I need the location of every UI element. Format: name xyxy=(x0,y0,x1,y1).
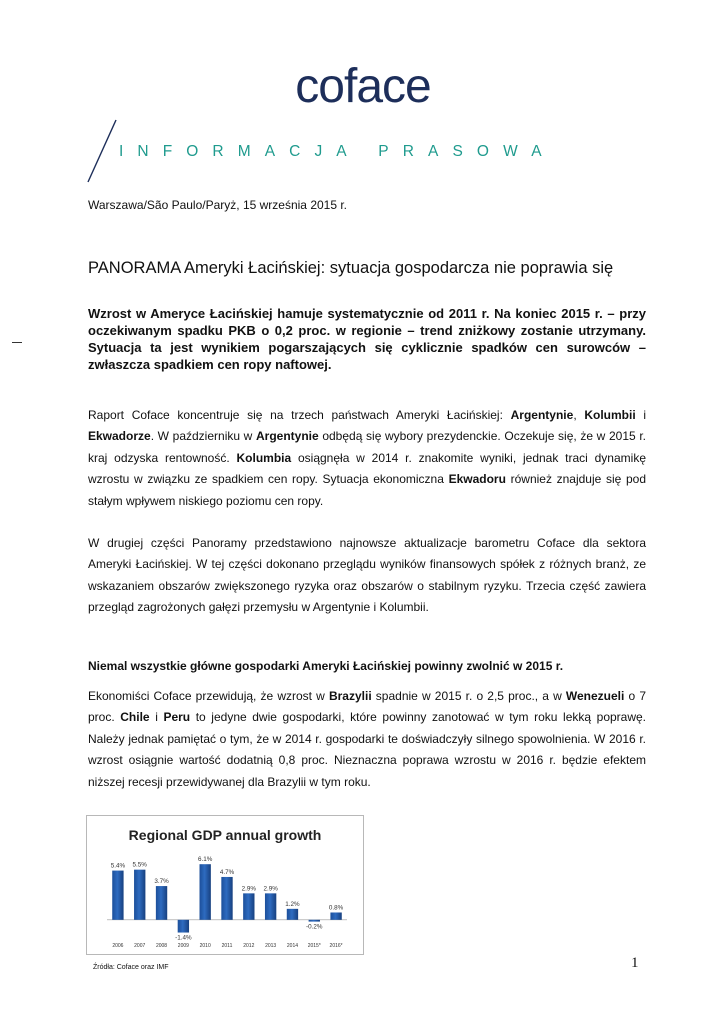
x-tick-2014: 2014 xyxy=(286,943,299,949)
data-label-2015*: -0.2% xyxy=(306,923,323,931)
bar-2007 xyxy=(134,870,145,920)
paragraph-forecast xyxy=(88,686,646,793)
text-run: Ekonomiści Coface przewidują, że wzrost w xyxy=(88,689,329,703)
press-release-heading: INFORMACJA PRASOWA xyxy=(119,143,556,160)
bar-2012 xyxy=(243,893,254,919)
x-tick-2015*: 2015* xyxy=(307,943,321,949)
bar-2013 xyxy=(265,893,276,919)
text-run: o 7 proc. xyxy=(88,689,646,725)
header-slash xyxy=(82,118,122,184)
emphasis-text: Wenezueli xyxy=(565,689,625,703)
bar-2010 xyxy=(200,864,211,920)
text-run: osiągnęła w 2014 r. znakomite wyniki, jednak traci dynamikę wzrostu w związku ze spadkiem cen ropy. Sytuacja ekonomiczna xyxy=(88,450,646,487)
emphasis-text: Chile xyxy=(120,710,150,725)
bar-2008 xyxy=(156,886,167,920)
data-label-2013: 2.9% xyxy=(263,885,278,893)
text-run: odbędą się wybory prezydenckie. Oczekuje się, że w 2015 r. kraj odzyska rentowność. xyxy=(88,429,646,465)
data-label-2006: 5.4% xyxy=(110,862,126,870)
dateline: Warszawa/São Paulo/Paryż, 15 września 2015 r. xyxy=(88,198,348,212)
bar-2016* xyxy=(330,912,341,919)
x-tick-2012: 2012 xyxy=(243,943,255,949)
data-label-2008: 3.7% xyxy=(154,878,169,886)
section-subheading: Niemal wszystkie główne gospodarki Ameryki Łacińskiej powinny zwolnić w 2015 r. xyxy=(88,659,564,673)
x-tick-2006: 2006 xyxy=(112,943,124,949)
text-run: i xyxy=(149,710,164,725)
emphasis-text: Kolumbii xyxy=(584,408,636,422)
text-run: również znajduje się pod stałym wpływem niskiego poziomu cen ropy. xyxy=(88,472,647,508)
data-label-2007: 5.5% xyxy=(132,861,147,869)
emphasis-text: Ekwadorze xyxy=(88,429,151,444)
text-run: . W październiku w xyxy=(150,429,256,444)
text-run: to jedyne dwie gospodarki, które powinny zanotować w tym roku lekką poprawę. Należy jednak pamiętać o tym, że w 2014 r. gospodarki te doświadczyły silnego spowolnienia. W 2016 r. wzrost osiągnie wartość dodatnią 0,8 proc. Nieznaczna poprawa wzrostu w 2016 r. będzie efektem niższej recesji przewidywanej dla Brazylii w tym roku. xyxy=(88,710,647,789)
data-label-2014: 1.2% xyxy=(285,900,300,908)
bar-2011 xyxy=(221,877,232,920)
emphasis-text: Kolumbia xyxy=(236,450,292,465)
data-label-2016*: 0.8% xyxy=(328,904,344,912)
x-tick-2016*: 2016* xyxy=(329,943,343,949)
data-label-2012: 2.9% xyxy=(241,885,256,893)
lead-paragraph: Wzrost w Ameryce Łacińskiej hamuje systematycznie od 2011 r. Na koniec 2015 r. – przy oczekiwanym spadku PKB o 0,2 proc. w regionie – trend zniżkowy zostanie utrzymany. Sytuacja ta jest wynikiem pogarszających się cyklicznie spadków cen surowców – zwłaszcza spadkiem cen ropy naftowej. xyxy=(88,306,646,372)
gdp-growth-chart xyxy=(86,815,364,955)
emphasis-text: Brazylii xyxy=(328,689,372,703)
coface-logo xyxy=(268,62,458,112)
text-run: Raport Coface koncentruje się na trzech państwach Ameryki Łacińskiej: xyxy=(88,408,511,422)
page-title: PANORAMA Ameryki Łacińskiej: sytuacja gospodarcza nie poprawia się xyxy=(88,259,614,277)
bar-2014 xyxy=(287,909,298,920)
x-tick-2013: 2013 xyxy=(265,943,277,949)
emphasis-text: Peru xyxy=(163,710,191,725)
source-note: Źródła: Coface oraz IMF xyxy=(93,964,169,971)
chart-canvas xyxy=(87,816,363,954)
x-tick-2011: 2011 xyxy=(221,943,233,949)
text-run: i xyxy=(635,408,646,422)
chart-title: Regional GDP annual growth xyxy=(128,827,322,843)
page-number: 1 xyxy=(631,955,639,971)
text-run: spadnie w 2015 r. o 2,5 proc., a w xyxy=(371,689,566,703)
x-tick-2010: 2010 xyxy=(199,943,211,949)
bar-2009 xyxy=(178,920,189,933)
bar-2015* xyxy=(309,920,320,922)
emphasis-text: Argentynie xyxy=(256,429,319,444)
logo-text: coface xyxy=(295,62,431,112)
paragraph-panorama-parts: W drugiej części Panoramy przedstawiono najnowsze aktualizacje barometru Coface dla sektora Ameryki Łacińskiej. W tej części dokonano przeglądu wyników finansowych spółek z różnych branż, ze wskazaniem obszarów zwiększonego ryzyka oraz obszarów o stabilnym ryzyku. Trzecia część zawiera przegląd zagrożonych gałęzi przemysłu w Argentynie i Kolumbii. xyxy=(88,536,646,615)
x-tick-2007: 2007 xyxy=(134,943,146,949)
emphasis-text: Ekwadoru xyxy=(448,472,506,487)
x-tick-2009: 2009 xyxy=(177,943,189,949)
data-label-2010: 6.1% xyxy=(198,856,213,864)
data-label-2011: 4.7% xyxy=(219,868,235,876)
emphasis-text: Argentynie xyxy=(510,408,574,422)
data-label-2009: -1.4% xyxy=(175,934,192,942)
x-tick-2008: 2008 xyxy=(155,943,168,949)
margin-mark xyxy=(12,342,22,343)
text-run: , xyxy=(573,408,585,422)
bar-2006 xyxy=(112,871,123,920)
paragraph-countries xyxy=(88,405,646,512)
